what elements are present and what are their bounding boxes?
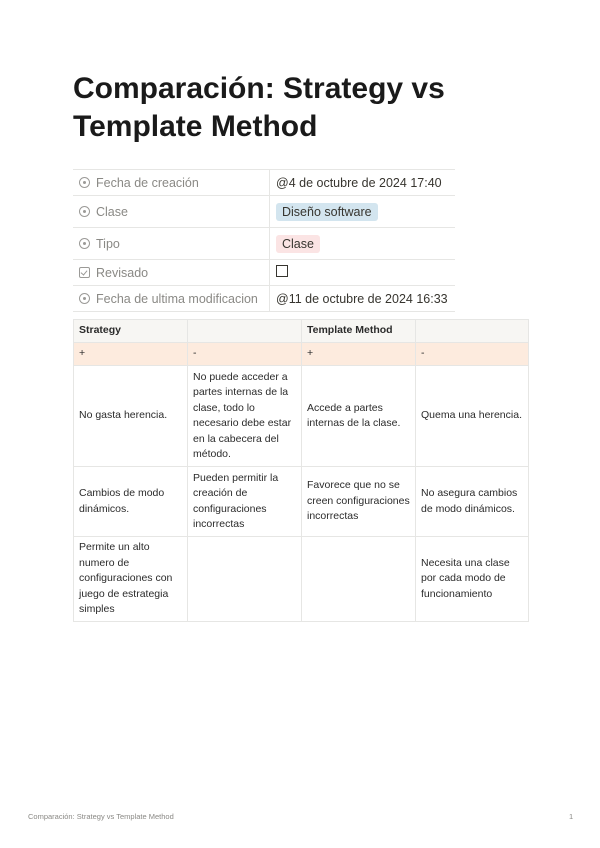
revisado-checkbox[interactable] — [276, 265, 288, 277]
property-label: Clase — [96, 204, 128, 219]
table-header-cell: Strategy — [74, 320, 188, 343]
table-cell: Accede a partes internas de la clase. — [302, 366, 416, 467]
clock-icon — [79, 177, 90, 188]
table-header-cell — [188, 320, 302, 343]
clock-icon — [79, 293, 90, 304]
select-icon — [79, 238, 90, 249]
table-header-row — [74, 320, 529, 343]
table-cell: Pueden permitir la creación de configuraciones incorrectas — [188, 467, 302, 537]
table-cell: Permite un alto numero de configuraciones con juego de estrategia simples — [74, 537, 188, 622]
page-number: 1 — [569, 812, 574, 821]
table-cell: + — [74, 343, 188, 366]
table-cell — [302, 537, 416, 622]
table-cell: Quema una herencia. — [416, 366, 529, 467]
comparison-table — [73, 319, 529, 622]
page-title: Comparación: Strategy vs Template Method — [73, 72, 445, 143]
property-row — [73, 228, 455, 260]
type-tag[interactable]: Clase — [276, 235, 320, 253]
table-cell: No puede acceder a partes internas de la clase, todo lo necesario debe estar en la cabecera del método. — [188, 366, 302, 467]
table-cell: + — [302, 343, 416, 366]
property-label: Tipo — [96, 236, 120, 251]
property-value: @4 de octubre de 2024 17:40 — [270, 170, 456, 196]
property-row — [73, 170, 455, 196]
table-cell: No asegura cambios de modo dinámicos. — [416, 467, 529, 537]
table-row — [74, 537, 529, 622]
property-label: Revisado — [96, 265, 149, 280]
table-cell: - — [188, 343, 302, 366]
property-value: @11 de octubre de 2024 16:33 — [270, 286, 456, 312]
table-cell: Cambios de modo dinámicos. — [74, 467, 188, 537]
table-cell — [188, 537, 302, 622]
property-row — [73, 196, 455, 228]
table-cell: No gasta herencia. — [74, 366, 188, 467]
checkbox-property-icon — [79, 267, 90, 278]
property-label: Fecha de creación — [96, 175, 199, 190]
table-cell: Favorece que no se creen configuraciones incorrectas — [302, 467, 416, 537]
table-header-cell — [416, 320, 529, 343]
table-subheader-row — [74, 343, 529, 366]
table-row — [74, 366, 529, 467]
properties-table — [73, 169, 455, 312]
table-cell: Necesita una clase por cada modo de funcionamiento — [416, 537, 529, 622]
property-row — [73, 286, 455, 312]
property-label: Fecha de ultima modificacion — [96, 291, 258, 306]
table-cell: - — [416, 343, 529, 366]
select-icon — [79, 206, 90, 217]
class-tag[interactable]: Diseño software — [276, 203, 378, 221]
table-header-cell: Template Method — [302, 320, 416, 343]
footer-title: Comparación: Strategy vs Template Method — [28, 812, 174, 821]
property-row — [73, 260, 455, 286]
table-row — [74, 467, 529, 537]
